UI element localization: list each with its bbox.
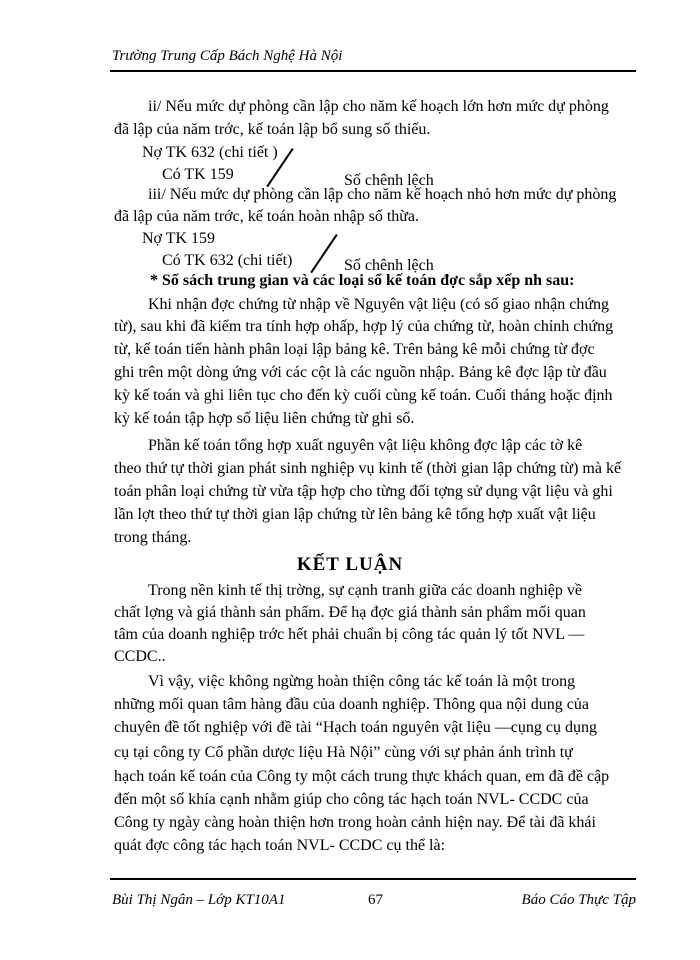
- body-line: Phần kế toán tổng hợp xuất nguyên vật liệu không đợc lập các tờ kê: [148, 437, 583, 454]
- section-heading: * Sổ sách trung gian và các loại sổ kế toán đợc sắp xếp nh sau:: [150, 272, 575, 289]
- conclusion-line: những mối quan tâm hàng đầu của doanh nghiệp. Thông qua nội dung của: [114, 696, 589, 713]
- difference-label: Số chênh lệch: [344, 257, 434, 274]
- conclusion-line: cụ tại công ty Cổ phần dược liệu Hà Nội” cùng với sự phản ánh trình tự: [114, 744, 573, 761]
- body-line: theo thứ tự thời gian phát sinh nghiệp vụ kinh tế (thời gian lập chứng từ) mà kế: [114, 460, 622, 477]
- body-line: đã lập của năm trớc, kế toán hoàn nhập số thừa.: [114, 208, 420, 225]
- conclusion-line: hạch toán kế toán của Công ty một cách trung thực khách quan, em đã đề cập: [114, 768, 610, 785]
- body-line: từ, kế toán tiến hành phân loại lập bảng kê. Trên bảng kê mỗi chứng từ đợc: [114, 341, 595, 358]
- difference-label: Số chênh lệch: [344, 172, 434, 189]
- body-line: Có TK 159: [162, 166, 234, 183]
- conclusion-line: chất lợng và giá thành sản phẩm. Để hạ đợc giá thành sản phẩm mối quan: [114, 604, 586, 621]
- body-line: từ), sau khi đã kiểm tra tính hợp ohấp, hợp lý của chứng từ, hoàn chỉnh chứng: [114, 318, 614, 335]
- running-header: Trường Trung Cấp Bách Nghệ Hà Nội: [112, 48, 343, 64]
- conclusion-title: KẾT LUẬN: [296, 554, 404, 575]
- conclusion-line: CCDC..: [114, 648, 166, 665]
- body-line: kỳ kế toán tập hợp số liệu liên chứng từ ghi sổ.: [114, 410, 415, 427]
- body-line: Nợ TK 632 (chi tiết ): [142, 144, 278, 161]
- header-rule: [110, 70, 636, 72]
- body-line: đã lập của năm trớc, kế toán lập bổ sung số thiếu.: [114, 121, 431, 138]
- body-line: Nợ TK 159: [142, 230, 216, 247]
- footer-rule: [110, 878, 636, 880]
- footer-author: Bùi Thị Ngân – Lớp KT10A1: [112, 892, 286, 908]
- conclusion-line: chuyên đề tốt nghiệp với đề tài “Hạch toán nguyên vật liệu —cụng cụ dụng: [114, 719, 597, 736]
- conclusion-line: quát đợc công tác hạch toán NVL- CCDC cụ thể là:: [114, 837, 446, 854]
- body-line: ghi trên một dòng ứng với các cột là các nguồn nhập. Bảng kê đợc lập từ đầu: [114, 364, 607, 381]
- conclusion-line: Vì vậy, việc không ngừng hoàn thiện công tác kế toán là một trong: [148, 673, 576, 690]
- body-line: ii/ Nếu mức dự phòng cần lập cho năm kế hoạch lớn hơn mức dự phòng: [148, 98, 609, 115]
- body-line: lần lợt theo thứ tự thời gian lập chứng từ lên bảng kê tổng hợp xuất vật liệu: [114, 506, 596, 523]
- conclusion-line: Công ty ngày càng hoàn thiện hơn trong hoàn cảnh hiện nay. Để tài đã khái: [114, 814, 596, 831]
- connector-line: [310, 234, 337, 273]
- body-line: iii/ Nếu mức dự phòng cần lập cho năm kế hoạch nhỏ hơn mức dự phòng: [148, 186, 617, 203]
- footer-report: Báo Cáo Thực Tập: [521, 892, 636, 908]
- body-line: kỳ kế toán và ghi liên tục cho đến kỳ cuối cùng kế toán. Cuối tháng hoặc định: [114, 387, 613, 404]
- body-line: Khi nhận đợc chứng từ nhập về Nguyên vật liệu (có số giao nhận chứng: [148, 296, 610, 313]
- conclusion-line: tâm của doanh nghiệp trớc hết phải chuẩn bị công tác quản lý tốt NVL —: [114, 626, 585, 643]
- conclusion-line: Trong nền kinh tế thị trờng, sự cạnh tranh giữa các doanh nghiệp về: [148, 582, 583, 599]
- page-number: 67: [368, 892, 383, 908]
- body-line: toán phân loại chứng từ vừa tập hợp cho từng đối tợng sử dụng vật liệu và ghi: [114, 483, 613, 500]
- conclusion-line: đến một số khía cạnh nhằm giúp cho công tác hạch toán NVL- CCDC của: [114, 791, 589, 808]
- body-line: trong tháng.: [114, 529, 192, 546]
- body-line: Có TK 632 (chi tiết): [162, 252, 293, 269]
